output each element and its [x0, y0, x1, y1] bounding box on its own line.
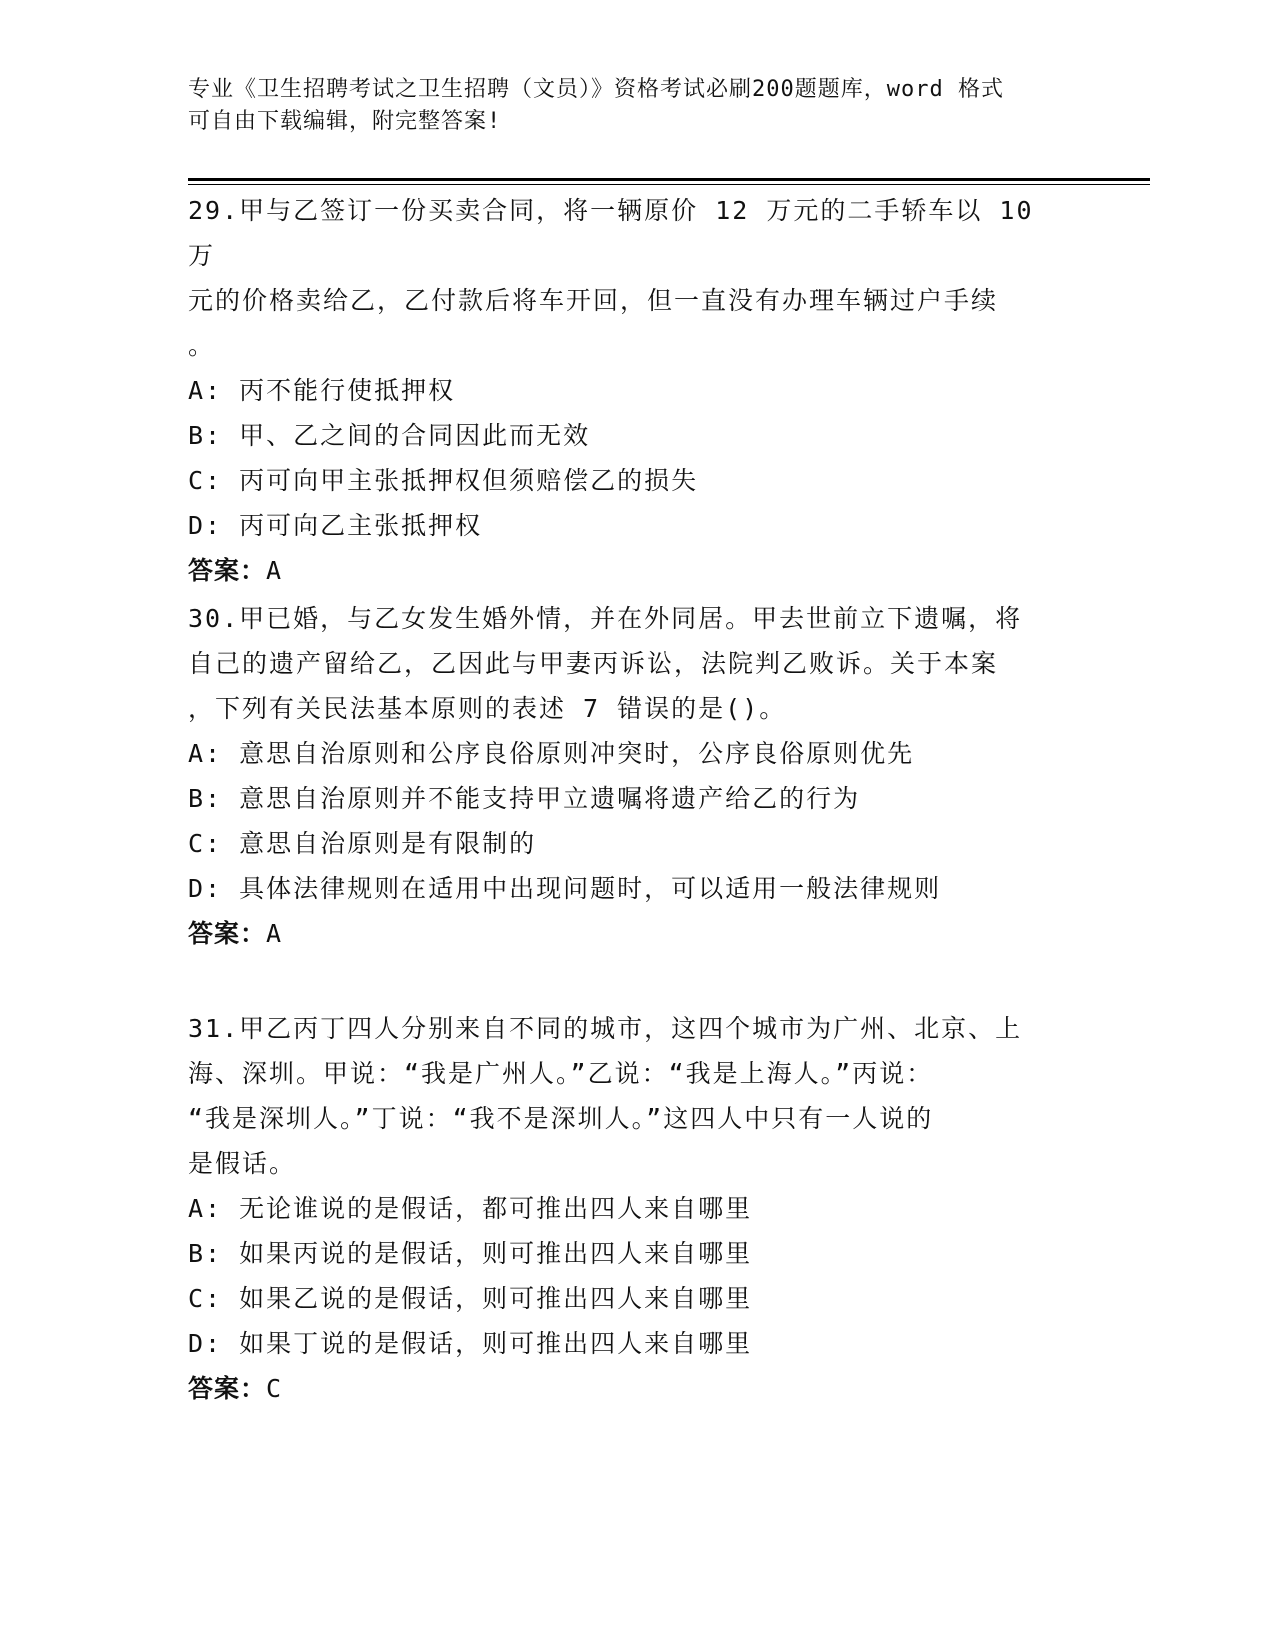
question-30 — [188, 596, 1068, 956]
option-c: C: 意思自治原则是有限制的 — [188, 829, 537, 858]
answer-label: 答案： — [188, 1374, 267, 1403]
question-stem-line: ，下列有关民法基本原则的表述 7 错误的是()。 — [188, 694, 787, 723]
answer-value: A — [266, 556, 283, 585]
question-stem-line: “我是深圳人。”丁说：“我不是深圳人。”这四人中只有一人说的 — [188, 1104, 934, 1133]
question-stem-line: 31.甲乙丙丁四人分别来自不同的城市，这四个城市为广州、北京、上 — [188, 1014, 1023, 1043]
option-b: B: 意思自治原则并不能支持甲立遗嘱将遗产给乙的行为 — [188, 784, 861, 813]
answer-line — [188, 548, 1068, 593]
option-a: A: 丙不能行使抵押权 — [188, 376, 456, 405]
option-c: C: 如果乙说的是假话，则可推出四人来自哪里 — [188, 1284, 753, 1313]
answer-label: 答案： — [188, 919, 267, 948]
option-a: A: 意思自治原则和公序良俗原则冲突时，公序良俗原则优先 — [188, 739, 915, 768]
question-stem-line: 海、深圳。甲说：“我是广州人。”乙说：“我是上海人。”丙说： — [188, 1059, 934, 1088]
question-stem-line: 30.甲已婚，与乙女发生婚外情，并在外同居。甲去世前立下遗嘱，将 — [188, 604, 1023, 633]
option-a: A: 无论谁说的是假话，都可推出四人来自哪里 — [188, 1194, 753, 1223]
question-stem-line: 自己的遗产留给乙，乙因此与甲妻丙诉讼，法院判乙败诉。关于本案 — [188, 649, 999, 678]
question-stem-line: 29.甲与乙签订一份买卖合同，将一辆原价 12 万元的二手轿车以 10 万 — [188, 196, 1051, 270]
answer-line — [188, 1366, 1068, 1411]
header-divider-thick — [188, 178, 1150, 181]
option-b: B: 如果丙说的是假话，则可推出四人来自哪里 — [188, 1239, 753, 1268]
option-d: D: 如果丁说的是假话，则可推出四人来自哪里 — [188, 1329, 753, 1358]
question-29 — [188, 188, 1068, 593]
question-stem-line: 元的价格卖给乙，乙付款后将车开回，但一直没有办理车辆过户手续 — [188, 286, 999, 315]
option-c: C: 丙可向甲主张抵押权但须赔偿乙的损失 — [188, 466, 699, 495]
answer-line — [188, 911, 1068, 956]
question-stem-line: 。 — [188, 331, 216, 360]
header-line-1: 专业《卫生招聘考试之卫生招聘（文员）》资格考试必刷200题题库，word 格式 — [188, 77, 1004, 102]
option-b: B: 甲、乙之间的合同因此而无效 — [188, 421, 591, 450]
header-divider-thin — [188, 184, 1150, 185]
header-line-2: 可自由下载编辑，附完整答案! — [188, 109, 502, 134]
answer-value: A — [266, 919, 283, 948]
answer-label: 答案： — [188, 556, 267, 585]
answer-value: C — [266, 1374, 283, 1403]
question-stem-line: 是假话。 — [188, 1149, 297, 1178]
option-d: D: 丙可向乙主张抵押权 — [188, 511, 483, 540]
option-d: D: 具体法律规则在适用中出现问题时，可以适用一般法律规则 — [188, 874, 942, 903]
question-31 — [188, 1006, 1068, 1411]
document-header — [188, 74, 1068, 138]
